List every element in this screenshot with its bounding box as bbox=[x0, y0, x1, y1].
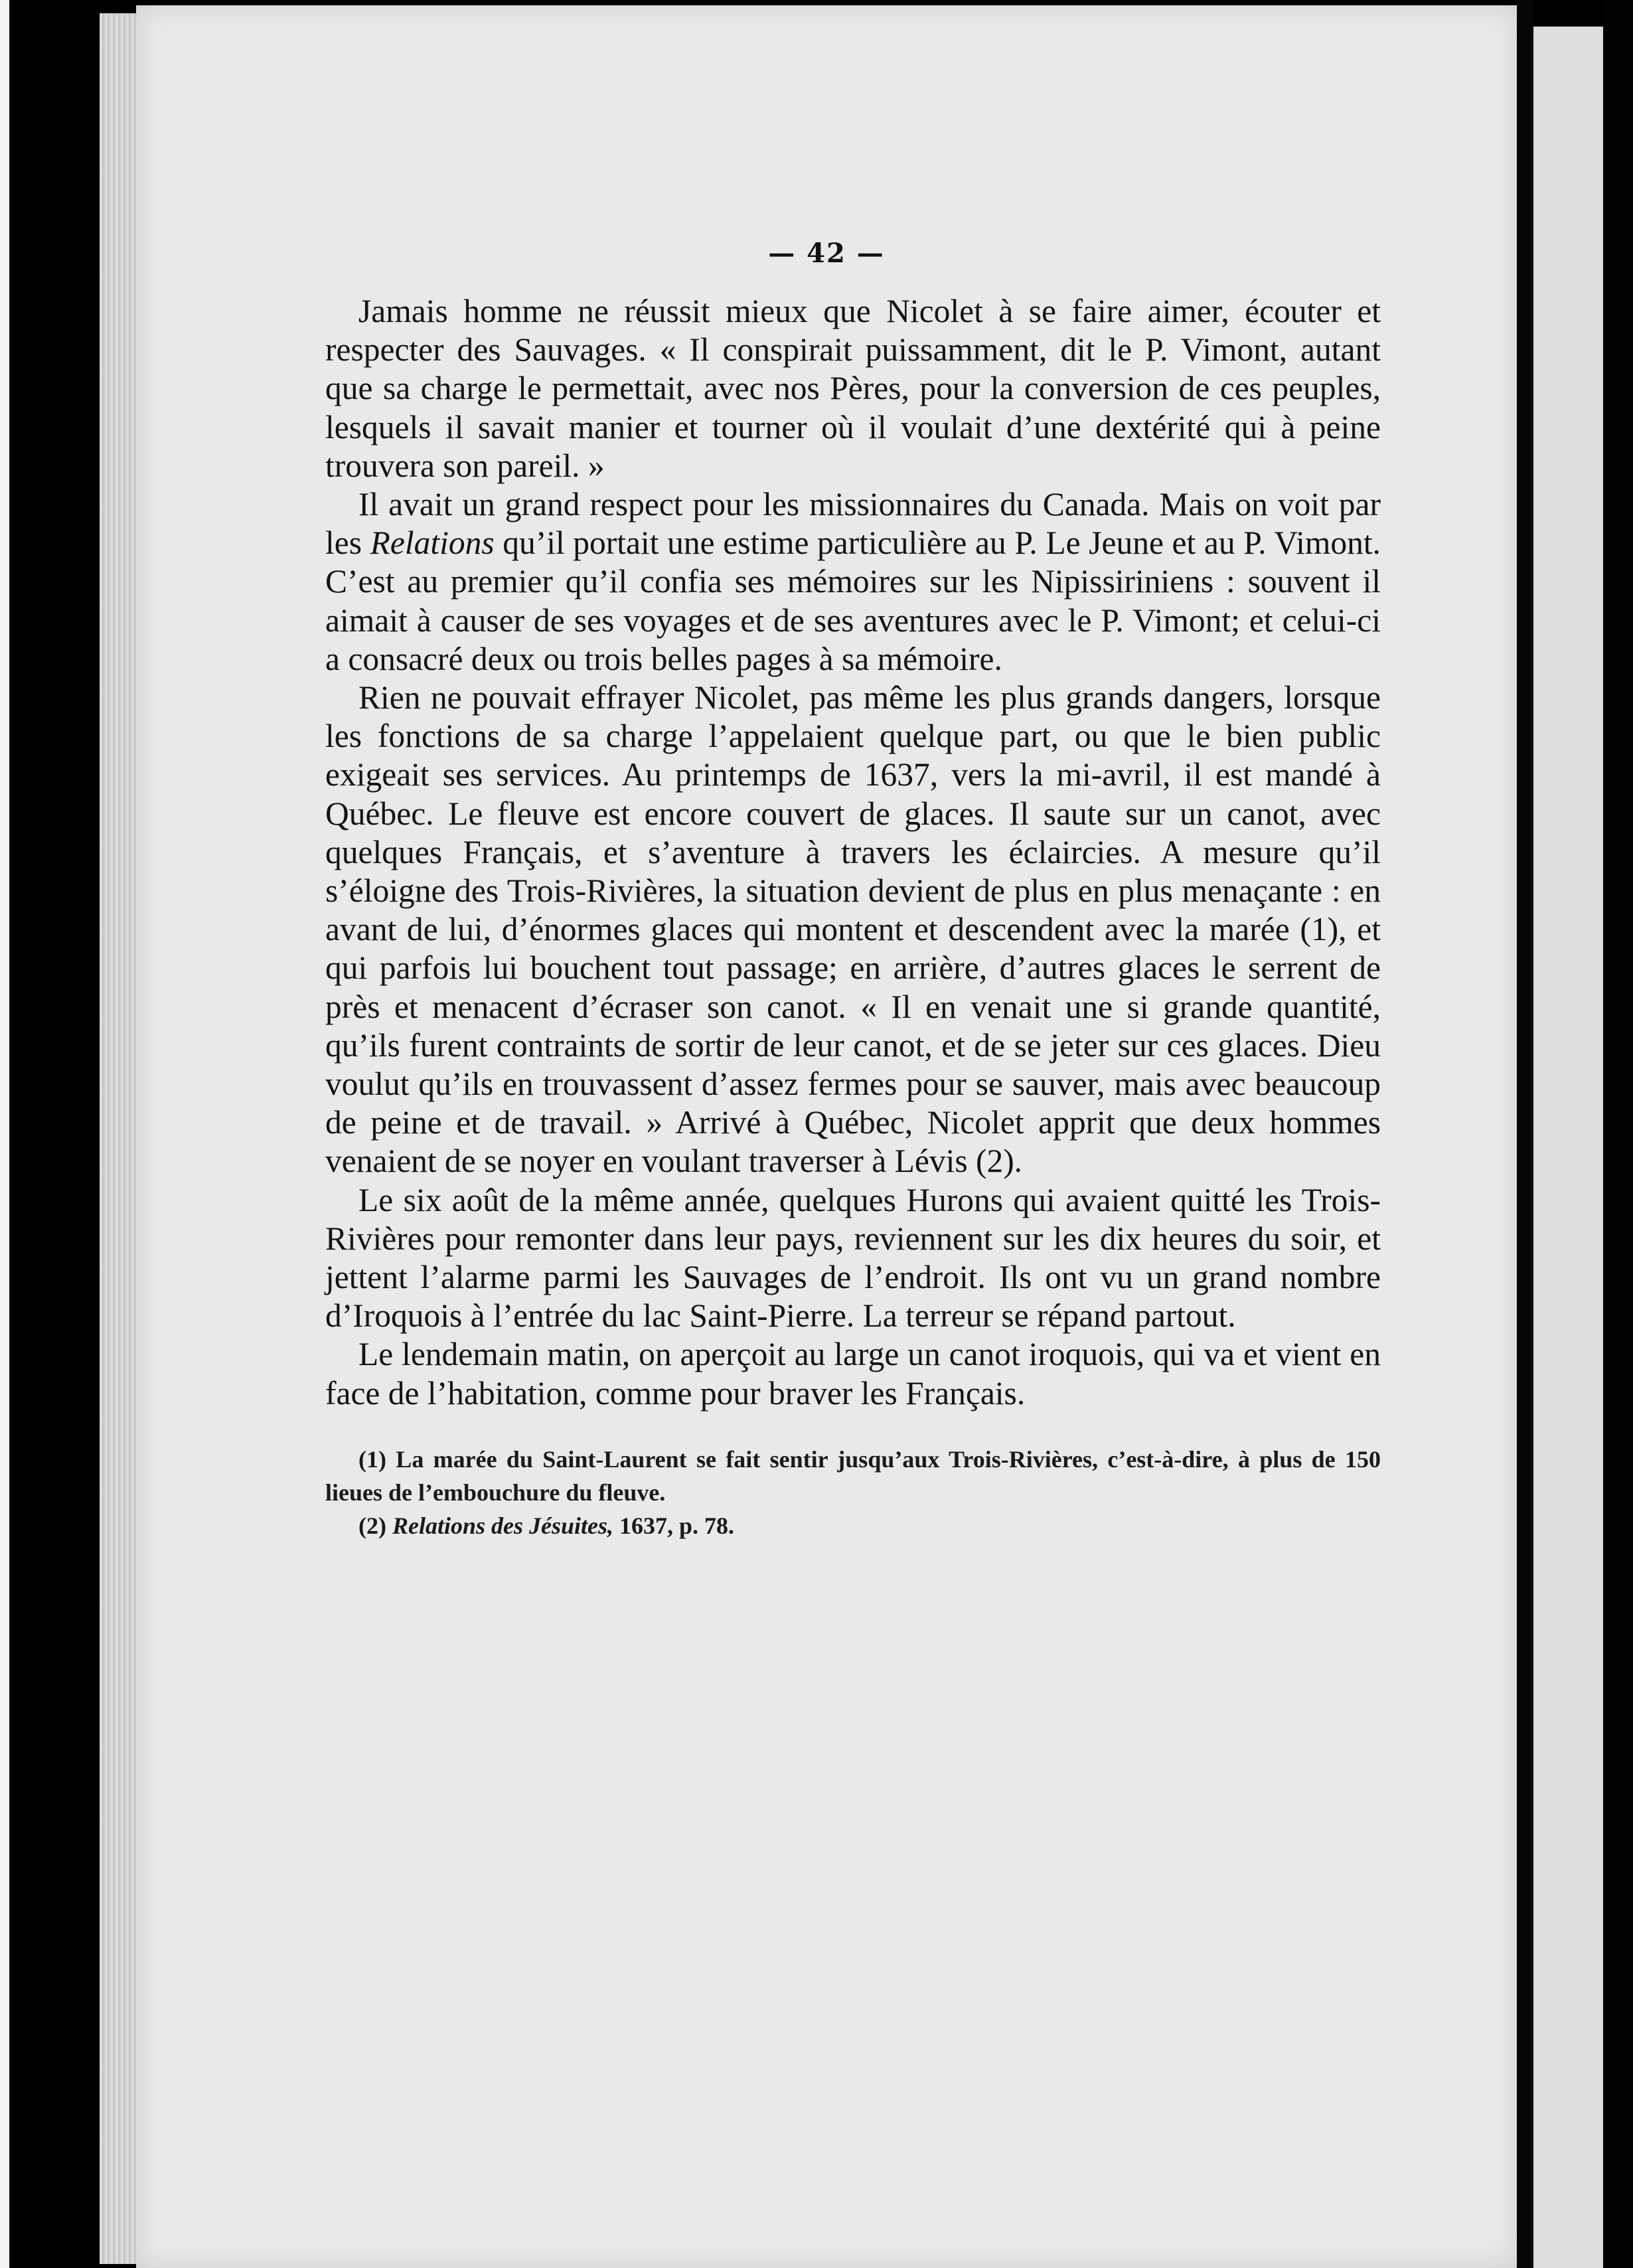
text-block bbox=[325, 292, 1381, 1542]
paragraph bbox=[325, 1335, 1381, 1412]
footnote-text: 1637, p. 78. bbox=[613, 1512, 735, 1539]
footnote-italic-title: Relations des Jésuites, bbox=[392, 1512, 614, 1539]
footnotes bbox=[325, 1443, 1381, 1542]
footnote bbox=[325, 1443, 1381, 1509]
adjacent-page-edge bbox=[1533, 27, 1603, 2268]
page-stack-edges bbox=[100, 13, 139, 2264]
paragraph-text: Jamais homme ne réussit mieux que Nicolet à se faire aimer, écouter et respecter des Sauvages. « Il conspirait puissamment, dit le P. Vimont, autant que sa charge le permettait, avec nos Pères, pour la conversion de ces peuples, lesquels il savait manier et tourner où il voulait d’une dextérité qui à peine trouvera son pareil. » bbox=[325, 293, 1381, 484]
paragraph bbox=[325, 1181, 1381, 1336]
paragraph-text: qu’il portait une estime particulière au P. Le Jeune et au P. Vimont. C’est au premier qu’il confia ses mémoires sur les Nipissiriniens : souvent il aimait à causer de ses voyages et de ses aventures avec le P. Vimont; et celui-ci a consacré deux ou trois belles pages à sa mémoire. bbox=[325, 525, 1381, 677]
paragraph bbox=[325, 679, 1381, 1181]
paragraph bbox=[325, 485, 1381, 679]
paragraph-text: Il avait un grand respect pour les missionnaires du Canada. Mais on voit par les bbox=[325, 486, 1381, 562]
footnote-text: (2) bbox=[358, 1512, 392, 1539]
scan-frame-left bbox=[0, 0, 9, 2268]
binding-gutter bbox=[1517, 0, 1533, 2268]
paragraph-text: Le lendemain matin, on aperçoit au large un canot iroquois, qui va et vient en face de l’habitation, comme pour braver les Français. bbox=[325, 1336, 1381, 1412]
italic-title: Relations bbox=[370, 525, 495, 562]
footnote-text: (1) La marée du Saint-Laurent se fait sentir jusqu’aux Trois-Rivières, c’est-à-dire, à plus de 150 lieues de l’embouchure du fleuve. bbox=[325, 1445, 1381, 1506]
scan-frame-right bbox=[1603, 0, 1633, 2268]
paragraph-text: Le six août de la même année, quelques Hurons qui avaient quitté les Trois-Rivières pour remonter dans leur pays, reviennent sur les dix heures du soir, et jettent l’alarme parmi les Sauvages de l’endroit. Ils ont vu un grand nombre d’Iroquois à l’entrée du lac Saint-Pierre. La terreur se répand partout. bbox=[325, 1181, 1381, 1335]
paragraph bbox=[325, 292, 1381, 485]
footnote bbox=[325, 1509, 1381, 1542]
body-text bbox=[325, 292, 1381, 1413]
paragraph-text: Rien ne pouvait effrayer Nicolet, pas même les plus grands dangers, lorsque les fonctions de sa charge l’appelaient quelque part, ou que le bien public exigeait ses services. Au printemps de 1637, vers la mi-avril, il est mandé à Québec. Le fleuve est encore couvert de glaces. Il saute sur un canot, avec quelques Français, et s’aventure à travers les éclaircies. A mesure qu’il s’éloigne des Trois-Rivières, la situation devient de plus en plus menaçante : en avant de lui, d’énormes glaces qui montent et descendent avec la marée (1), et qui parfois lui bouchent tout passage; en arrière, d’autres glaces le serrent de près et menacent d’écraser son canot. « Il en venait une si grande quantité, qu’ils furent contraints de sortir de leur canot, et de se jeter sur ces glaces. Dieu voulut qu’ils en trouvassent d’assez fermes pour se sauver, mais avec beaucoup de peine et de travail. » Arrivé à Québec, Nicolet apprit que deux hommes venaient de se noyer en voulant traverser à Lévis (2). bbox=[325, 679, 1381, 1180]
page-number: — 42 — bbox=[768, 238, 885, 269]
